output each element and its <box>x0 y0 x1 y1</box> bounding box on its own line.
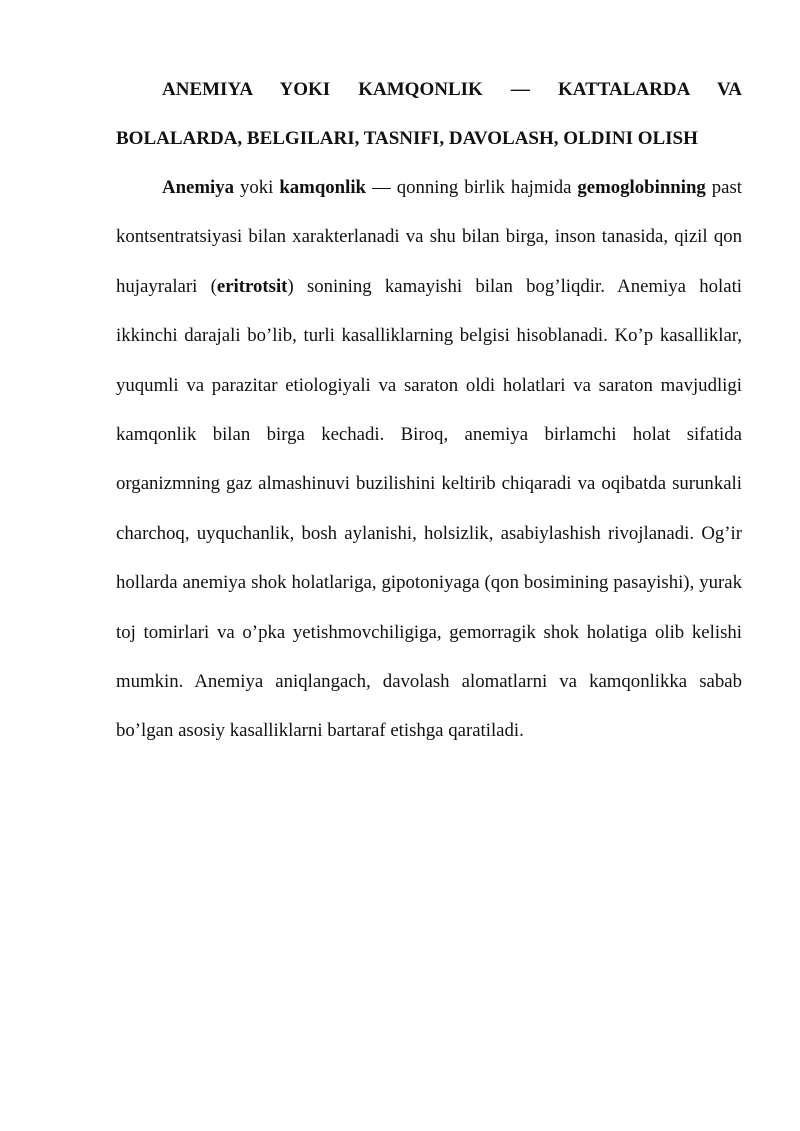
paragraph-text: past kontsentratsiyasi bilan xarakterlanadi va shu bilan birga, inson tanasida, qizil qon hujayralari ( <box>116 177 743 297</box>
paragraph-text: ) sonining kamayishi bilan bog’liqdir. Anemiya holati ikkinchi darajali bo’lib, turli kasalliklarning belgisi hisoblanadi. Ko’p kasalliklar, yuqumli va parazitar etiologiyali va saraton oldi holatlari va saraton mavjudligi kamqonlik bilan birga kechadi. Biroq, anemiya birlamchi holat sifatida organizmning gaz almashinuvi buzilishini keltirib chiqaradi va oqibatda surunkali charchoq, uyquchanlik, bosh aylanishi, holsizlik, asabiylashish rivojlanadi. Og’ir hollarda anemiya shok holatlariga, gipotoniyaga (qon bosimining pasayishi), yurak toj tomirlari va o’pka yetishmovchiligiga, gemorragik shok holatiga olib kelishi mumkin. Anemiya aniqlangach, davolash alomatlarni va kamqonlikka sabab bo’lgan asosiy kasalliklarni bartaraf etishga qaratiladi. <box>116 275 742 742</box>
paragraph-text: — qonning birlik hajmida <box>366 177 578 198</box>
document-page <box>116 65 742 756</box>
term-anemiya: Anemiya <box>162 177 234 198</box>
term-kamqonlik: kamqonlik <box>279 177 366 198</box>
term-eritrotsit: eritrotsit <box>216 275 288 297</box>
document-title: ANEMIYA YOKI KAMQONLIK — KATTALARDA VA BOLALARDA, BELGILARI, TASNIFI, DAVOLASH, OLDINI OLISH <box>116 79 742 149</box>
term-gemoglobinning: gemoglobinning <box>577 177 706 198</box>
body-paragraph <box>116 163 742 756</box>
paragraph-text: yoki <box>234 177 280 198</box>
